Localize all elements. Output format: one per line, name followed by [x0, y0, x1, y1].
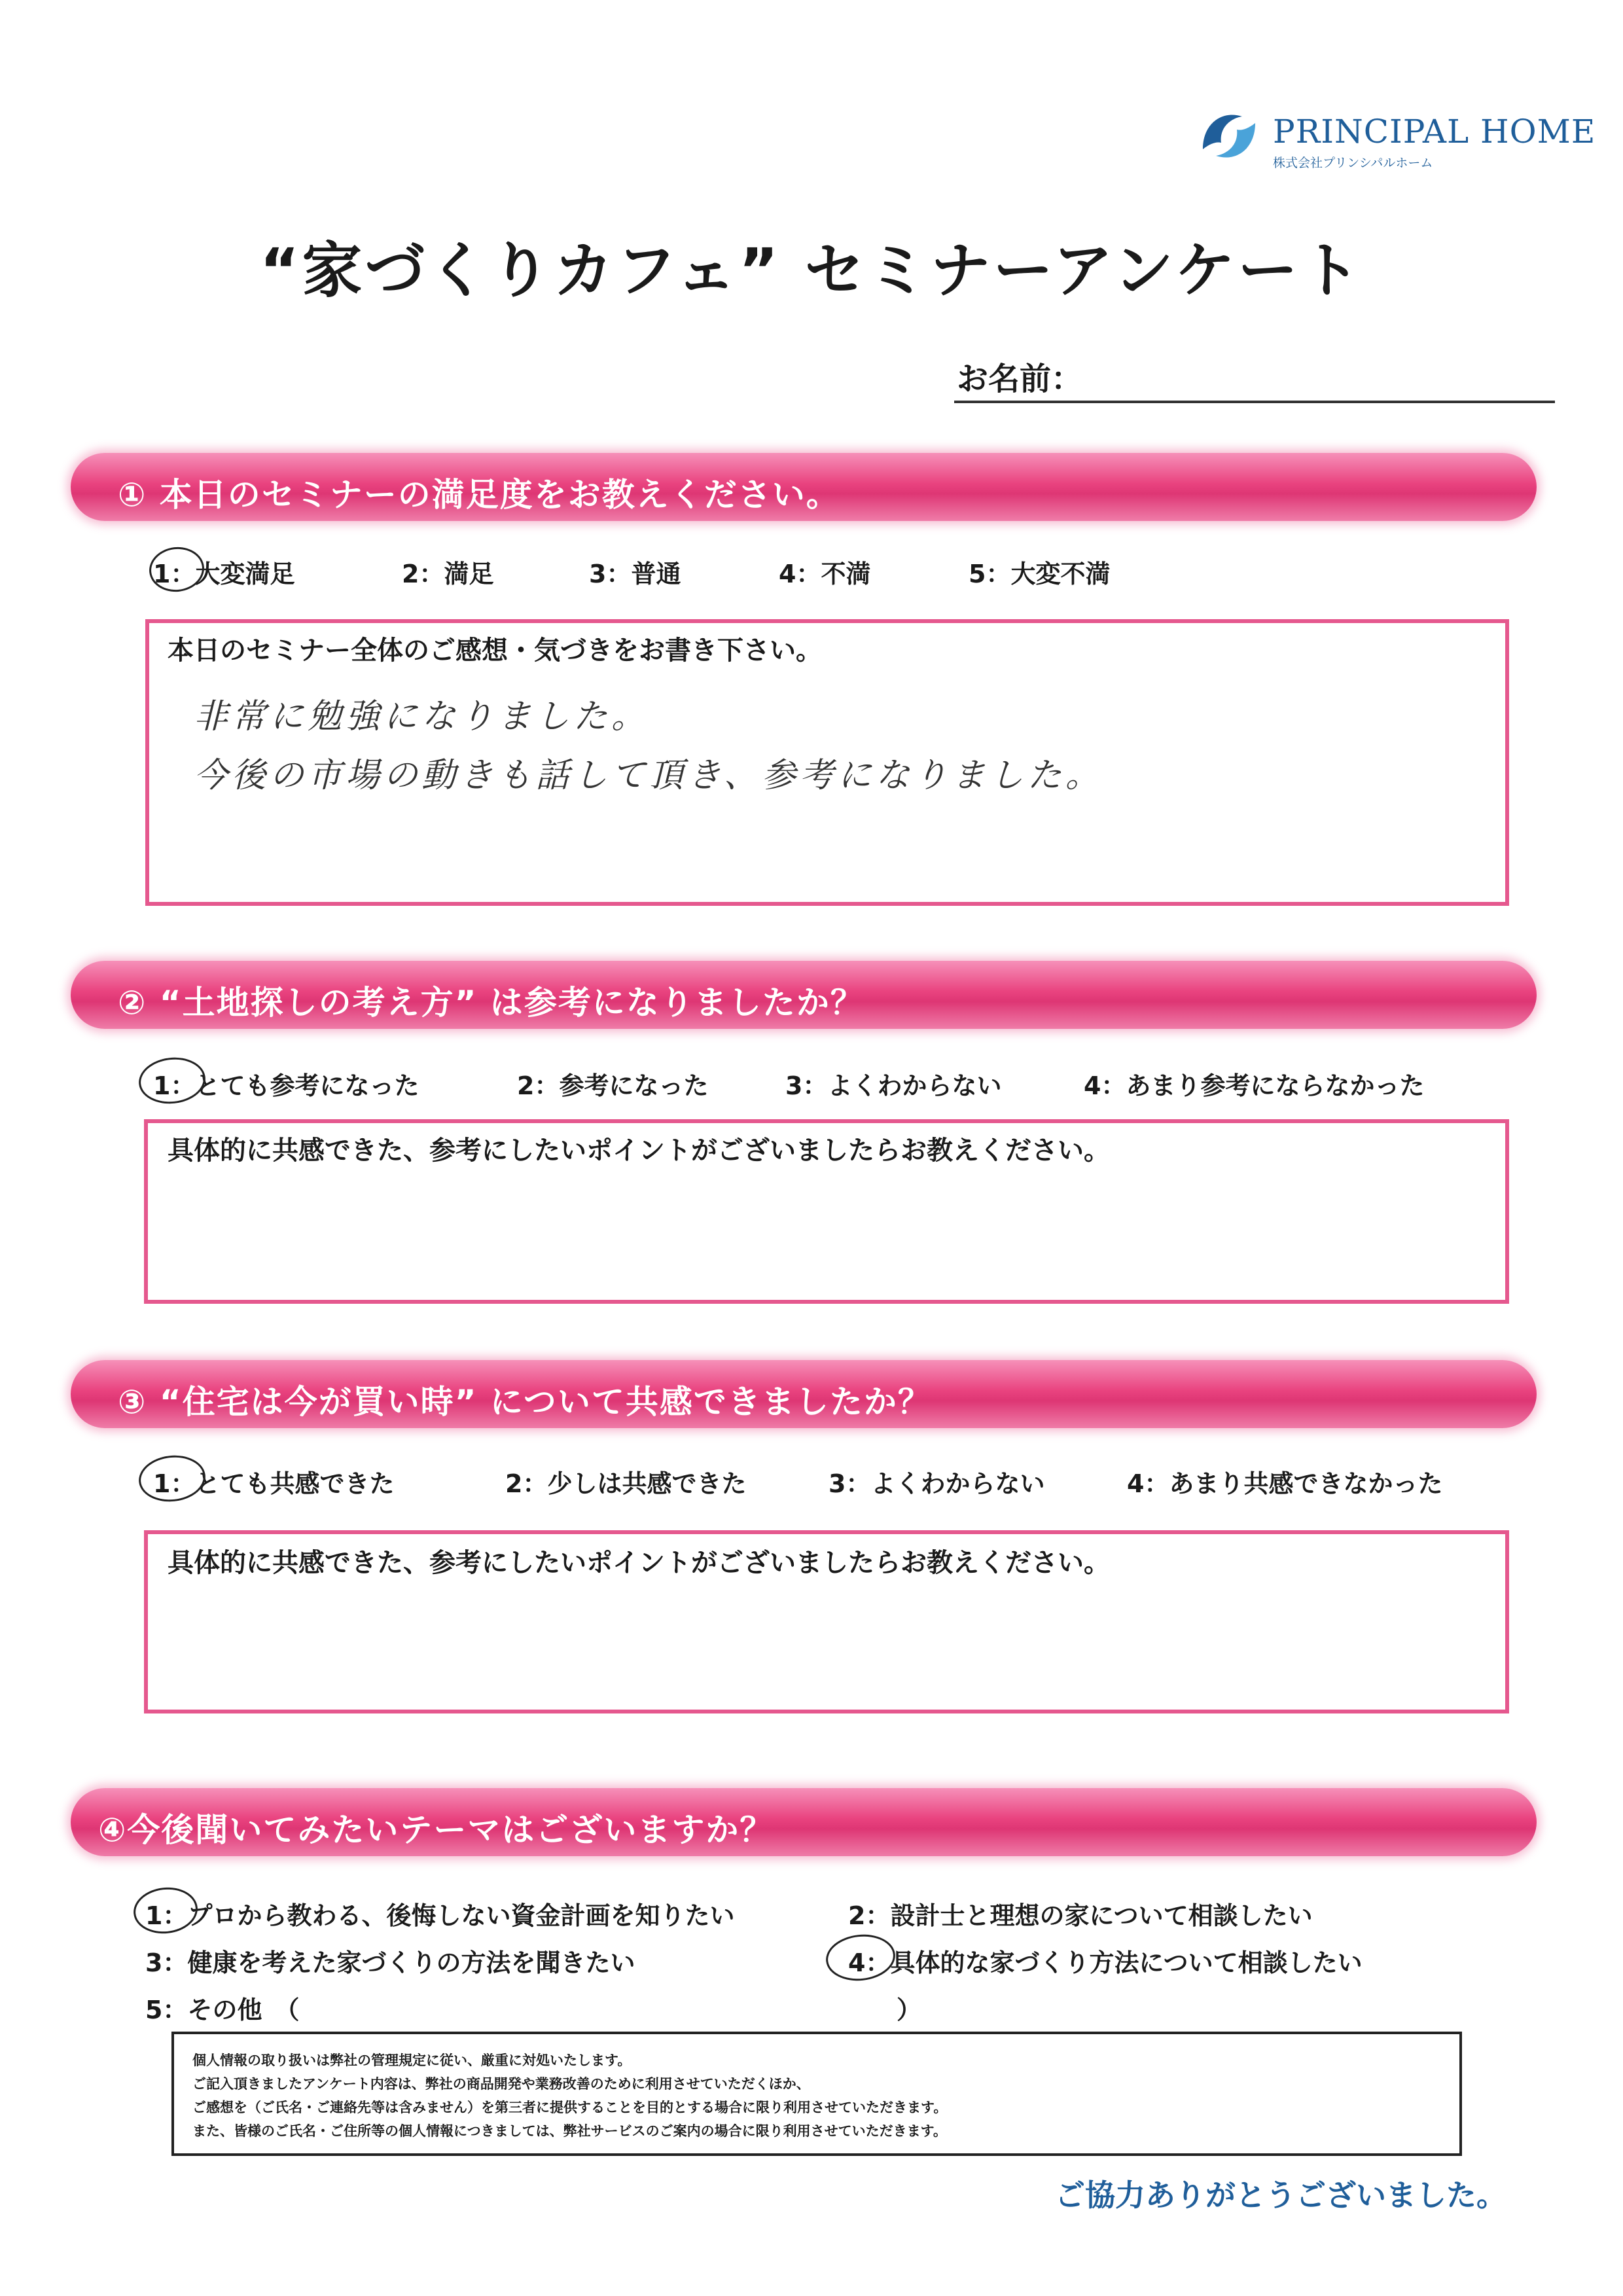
q1-option-5[interactable]: 5：大変不満: [969, 560, 1111, 588]
q4-option-4[interactable]: 4：具体的な家づくり方法について相談したい: [848, 1948, 1363, 1977]
thanks-message: ご協力ありがとうございました。: [1055, 2178, 1507, 2213]
q1-header: ① 本日のセミナーの満足度をお教えください。: [118, 476, 840, 514]
q4-option-1[interactable]: 1：プロから教わる、後悔しない資金計画を知りたい: [145, 1901, 735, 1930]
privacy-line-2: ご記入頂きましたアンケート内容は、弊社の商品開発や業務改善のために利用させていただくほか、: [192, 2076, 810, 2092]
q4-other-close-paren: ）: [897, 1996, 922, 2024]
q3-option-4[interactable]: 4：あまり共感できなかった: [1127, 1469, 1443, 1498]
q3-option-1[interactable]: 1：とても共感できた: [153, 1469, 395, 1498]
q4-option-3[interactable]: 3：健康を考えた家づくりの方法を聞きたい: [145, 1948, 635, 1977]
q2-option-1[interactable]: 1：とても参考になった: [153, 1071, 419, 1100]
q1-option-3[interactable]: 3：普通: [589, 560, 681, 588]
privacy-line-4: また、皆様のご氏名・ご住所等の個人情報につきましては、弊社サービスのご案内の場合に限り利用させていただきます。: [192, 2123, 947, 2139]
q2-header: ② “土地探しの考え方” は参考になりましたか？: [118, 984, 865, 1022]
q1-option-4[interactable]: 4：不満: [779, 560, 871, 588]
q1-prompt: 本日のセミナー全体のご感想・気づきをお書き下さい。: [168, 636, 822, 666]
privacy-line-1: 個人情報の取り扱いは弊社の管理規定に従い、厳重に対処いたします。: [192, 2053, 632, 2068]
q1-answer-line-1: 非常に勉強になりました。: [194, 697, 650, 736]
name-label: お名前：: [957, 361, 1083, 397]
logo-subtitle: 株式会社プリンシパルホーム: [1273, 156, 1433, 170]
q1-answer-line-2: 今後の市場の動きも話して頂き、参考になりました。: [194, 756, 1103, 795]
q1-option-1[interactable]: 1：大変満足: [153, 560, 295, 588]
q3-option-3[interactable]: 3：よくわからない: [829, 1469, 1045, 1498]
page-title: “家づくりカフェ” セミナーアンケート: [259, 236, 1364, 306]
q3-prompt: 具体的に共感できた、参考にしたいポイントがございましたらお教えください。: [168, 1548, 1110, 1578]
q4-option-5-other[interactable]: 5：その他 （: [145, 1996, 300, 2024]
q3-header: ③ “住宅は今が買い時” について共感できましたか？: [118, 1383, 932, 1421]
q2-option-4[interactable]: 4：あまり参考にならなかった: [1084, 1071, 1425, 1100]
q2-option-2[interactable]: 2：参考になった: [517, 1071, 709, 1100]
logo-name: PRINCIPAL HOME: [1273, 113, 1596, 151]
principal-home-logo-icon: [1196, 103, 1262, 169]
name-field[interactable]: [954, 401, 1555, 403]
q2-prompt: 具体的に共感できた、参考にしたいポイントがございましたらお教えください。: [168, 1136, 1110, 1166]
q3-option-2[interactable]: 2：少しは共感できた: [505, 1469, 747, 1498]
q4-header: ④今後聞いてみたいテーマはございますか？: [98, 1811, 774, 1849]
privacy-notice: [171, 2032, 1462, 2156]
q2-option-3[interactable]: 3：よくわからない: [785, 1071, 1002, 1100]
q4-option-2[interactable]: 2：設計士と理想の家について相談したい: [848, 1901, 1313, 1930]
q1-option-2[interactable]: 2：満足: [402, 560, 494, 588]
privacy-line-3: ご感想を（ご氏名・ご連絡先等は含みません）を第三者に提供することを目的とする場合に限り利用させていただきます。: [192, 2100, 948, 2115]
